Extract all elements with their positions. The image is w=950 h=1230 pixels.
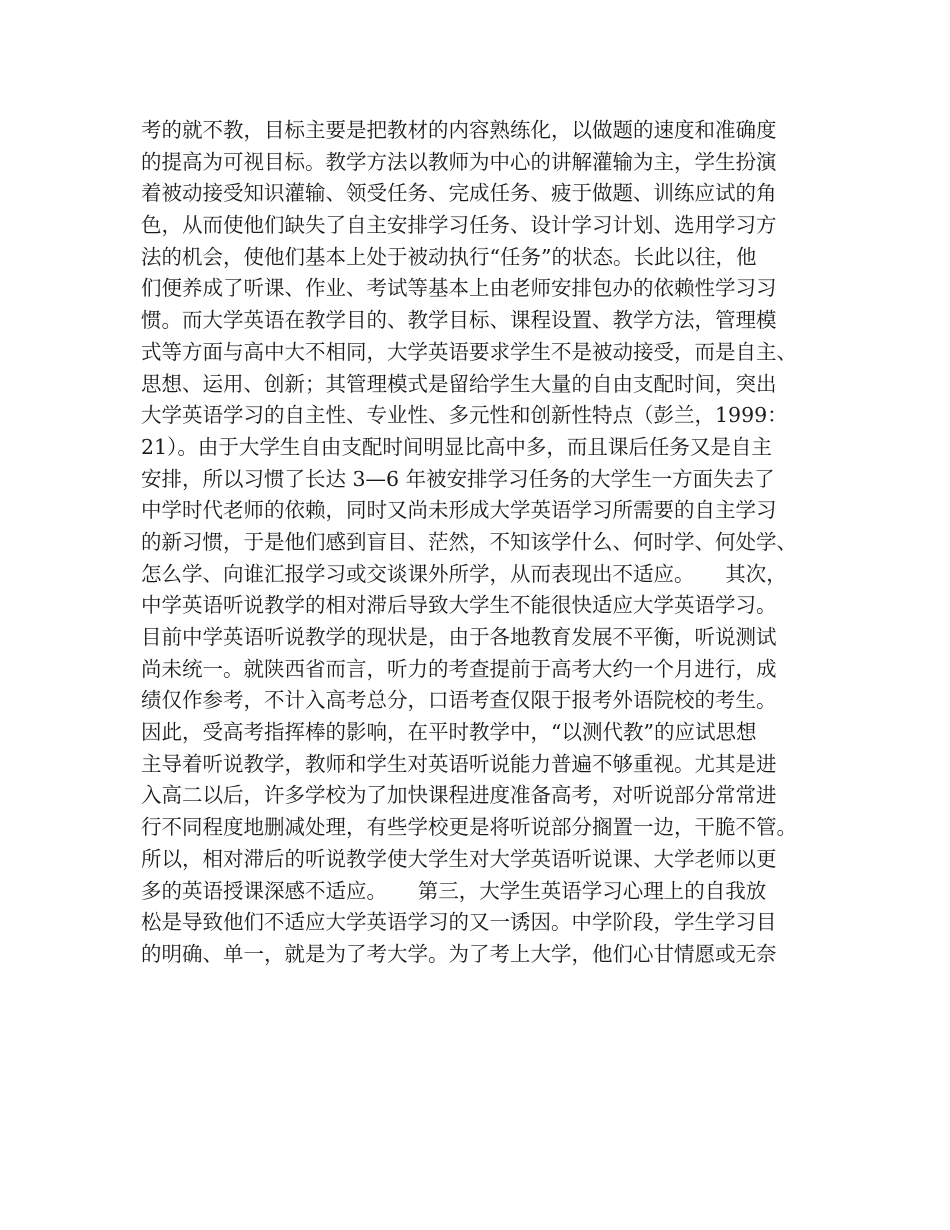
text-line-3: 着被动接受知识灌输、领受任务、完成任务、疲于做题、训练应试的角 — [141, 181, 777, 206]
text-line-5: 法的机会，使他们基本上处于被动执行“任务”的状态。长此以往，他 — [141, 244, 757, 269]
text-line-20: 因此，受高考指挥棒的影响，在平时教学中，“以测代教”的应试思想 — [141, 720, 757, 745]
text-line-4: 色，从而使他们缺失了自主安排学习任务、设计学习计划、选用学习方 — [141, 213, 777, 238]
text-line-8: 式等方面与高中大不相同，大学英语要求学生不是被动接受，而是自主、 — [141, 339, 797, 364]
text-line-21: 主导着听说教学，教师和学生对英语听说能力普遍不够重视。尤其是进 — [141, 751, 777, 776]
text-line-22: 入高二以后，许多学校为了加快课程进度准备高考，对听说部分常常进 — [141, 783, 777, 808]
text-line-6: 们便养成了听课、作业、考试等基本上由老师安排包办的依赖性学习习 — [141, 276, 777, 301]
text-line-9: 思想、运用、创新；其管理模式是留给学生大量的自由支配时间，突出 — [141, 371, 777, 396]
text-line-13: 中学时代老师的依赖，同时又尚未形成大学英语学习所需要的自主学习 — [141, 498, 777, 523]
text-line-19: 绩仅作参考，不计入高考总分，口语考查仅限于报考外语院校的考生。 — [141, 688, 777, 713]
text-line-27: 的明确、单一，就是为了考大学。为了考上大学，他们心甘情愿或无奈 — [141, 941, 777, 966]
text-line-16: 中学英语听说教学的相对滞后导致大学生不能很快适应大学英语学习。 — [141, 593, 777, 618]
text-line-24: 所以，相对滞后的听说教学使大学生对大学英语听说课、大学老师以更 — [141, 846, 777, 871]
text-line-25: 多的英语授课深感不适应。 第三，大学生英语学习心理上的自我放 — [141, 878, 767, 903]
body-text — [141, 115, 821, 971]
text-line-12: 安排，所以习惯了长达 3—6 年被安排学习任务的大学生一方面失去了 — [141, 466, 775, 491]
text-line-10: 大学英语学习的自主性、专业性、多元性和创新性特点（彭兰，1999： — [141, 403, 788, 428]
text-line-17: 目前中学英语听说教学的现状是，由于各地教育发展不平衡，听说测试 — [141, 625, 777, 649]
text-line-23: 行不同程度地删减处理，有些学校更是将听说部分搁置一边，干脆不管。 — [141, 815, 797, 840]
text-line-15: 怎么学、向谁汇报学习或交谈课外所学，从而表现出不适应。 其次， — [141, 561, 787, 586]
text-line-14: 的新习惯，于是他们感到盲目、茫然，不知该学什么、何时学、何处学、 — [141, 529, 797, 554]
text-line-2: 的提高为可视目标。教学方法以教师为中心的讲解灌输为主，学生扮演 — [141, 149, 777, 174]
text-line-11: 21）。由于大学生自由支配时间明显比高中多，而且课后任务又是自主 — [141, 434, 772, 459]
text-line-7: 惯。而大学英语在教学目的、教学目标、课程设置、教学方法，管理模 — [141, 308, 777, 333]
text-line-1: 考的就不教，目标主要是把教材的内容熟练化，以做题的速度和准确度 — [141, 118, 777, 142]
text-line-18: 尚未统一。就陕西省而言，听力的考查提前于高考大约一个月进行，成 — [141, 656, 777, 681]
text-line-26: 松是导致他们不适应大学英语学习的又一诱因。中学阶段，学生学习目 — [141, 910, 777, 935]
